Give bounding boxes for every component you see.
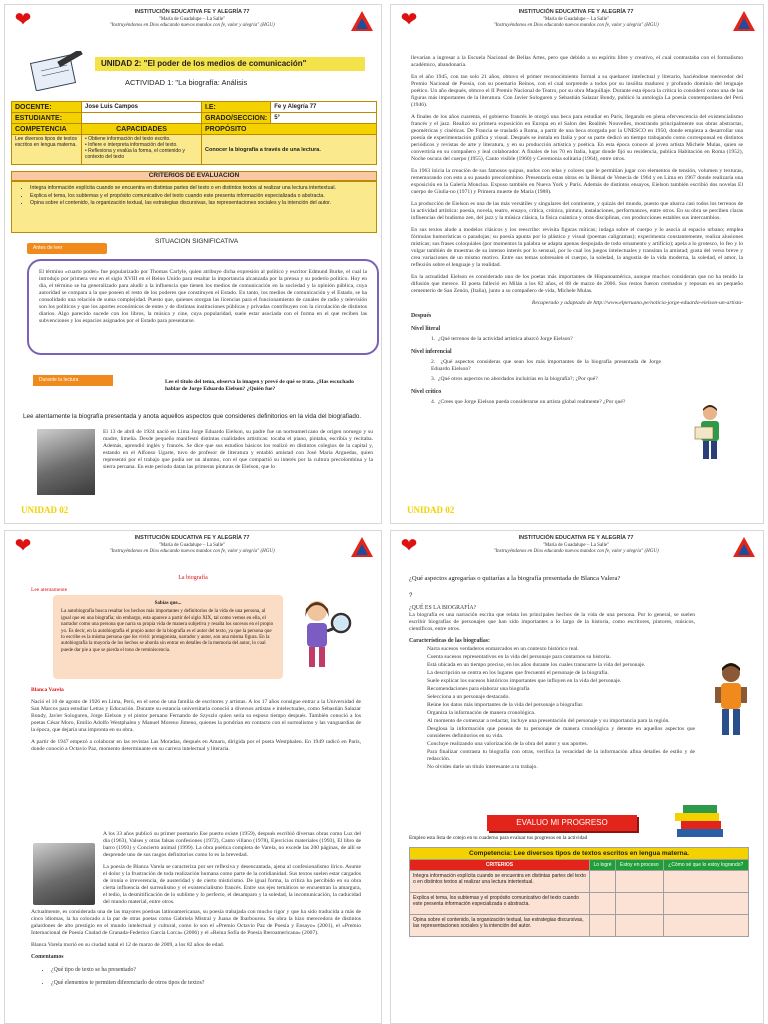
checklist-instruction: Empleo esta lista de cotejo en tu cuaderno para evaluar tus progresos en la actividad [409, 835, 588, 841]
situation-text: El término «cuarto poder» fue popularizado por Thomas Carlyle, quien atribuye dicha expresión al político y escritor Edmund Burke, el cual la introdujo por primera vez en el siglo XVIII en el Reino Unido para resaltar la importancia alcanzada por la prensa y su poderío político. Hoy en día, el término se ha generalizado para aludir a la influencia que tienen los medios de comunicación en la sociedad y la opinión pública, cuya autoridad se compara a la que poseen el resto de los poderes que constituyen el Estado. En tanto, los medios de comunicación y el Estado, se ha consolidado una relación de suma complejidad. Puesto que, quienes otorgan las licencias para el funcionamiento de canales de radio y televisión son los políticos y que los aportes económicos de entes y de distintas instituciones públicas y privadas contribuyen con la circulación de distintos diarios. Algo parecido sucede con los libros, la música y cine, cuya popularidad, suele estar asociada con el forma en el que reciben las subvenciones y los espacios asignados por el Estado para presentarse. [39, 269, 367, 324]
bio-paragraph: A partir de 1947 empezó a colaborar en las revistas Las Moradas, después en Amaru, dirigida por el poeta Westphalen. En 1949 radicó en París, donde conoció a Octavio Paz, momento determinante en su carrera intelectual y literaria. [31, 739, 361, 752]
page-header [5, 531, 381, 573]
mejorar-column-header: ¿Cómo sé que lo estoy logrando? [663, 860, 748, 871]
school-crest-icon [731, 9, 757, 35]
characteristic-item: Suele explicar los sucesos históricos importantes que influyen en la vida del personaje. [427, 678, 622, 684]
table-row [410, 893, 749, 915]
bio-paragraph: En el año 1945, con tan solo 21 años, obtuvo el primer reconocimiento formal a su quehacer intelectual y literario, haciéndose merecedor del Premio Nacional de Poesía, con su poemario Reinos, con el cual sorprende a todos por su insólita madurez y profundo dominio del lenguaje poético. Un año después, obtuvo el II Premio Nacional de Teatro, por su obra Maquillaje. Durante esta época la crítica lo consideró como una de las figuras más importantes de la literatura. Con Javier Sologuren y Sebastián Salazar Bondy, publicó la antología La poesía contemporánea del Perú (1946). [411, 74, 743, 108]
progress-banner: EVALUO MI PROGRESO [487, 815, 637, 831]
heart-logo-icon: ❤ [14, 535, 32, 557]
question-item: 4. ¿Crees que Jorge Eielson pueda considerarse un artista global realmente? ¿Por qué? [431, 399, 626, 405]
que-es-title: ¿QUÉ ES LA BIOGRAFÍA? [409, 605, 477, 611]
boy-illustration [709, 661, 753, 741]
school-crest-icon [731, 535, 757, 561]
characteristic-item: Reúne los datos más importantes de la vida del personaje a biografiar. [427, 702, 584, 708]
level-critico: Nivel crítico [411, 389, 442, 395]
checkbox-cell[interactable] [590, 871, 616, 893]
characteristic-item: Narra sucesos verdaderos enmarcados en un contexto histórico real. [427, 646, 579, 652]
level-inferencial: Nivel inferencial [411, 349, 452, 355]
document-page-2 [390, 4, 764, 524]
comment-label: Comentamos [31, 954, 64, 960]
bio-paragraph: En sus textos alude a modelos clásicos y los reescribe: revisita figuras míticas; indaga sobre el cuerpo y lo asocia al espacio urbano; emplea fórmulas humorísticas o paradojas; su poesía apunta por lo plástico y visual (poemas caligramas); experimenta constantemente, realiza alusiones místicas; sus frases coloquiales (por momentos la palabra se adapta apenas despojada de todo ornamento y artificio); apela a lo grotesco, lo feo y lo vulgar también de muestras de su intenso interés por lo sensual, por lo cual los juegos intelectuales y transitan la amistad; gusta del verso breve y crea variaciones de un mismo motivo. Entre sus temas sobresalen el cuerpo, la soledad, la angustia de la vida moderna, la soledad, el amor, la reflexión sobre el lenguaje y la realidad. [411, 227, 743, 268]
ie-label: I.E: [202, 102, 271, 113]
bio-paragraph: Nació el 10 de agosto de 1926 en Lima, Perú, en el seno de una familia de escritores y artistas. A los 17 años consigue entrar a la Universidad de San Marcos para estudiar Letras y Educación. Durante su estancia universitaria conoció a diversos artistas e intelectuales, como Sebastián Salazar Bondy, Javier Sologuren, Jorge Eielson y el pintor peruano Fernando de Szyszlo quien sería su esposo tiempo después. También conoció a los poetas César Moro, Emilio Adolfo Westphalen y Manuel Moreno Jimeno, quienes la pondrían en contacto con el surrealismo y las vanguardias de la época, que dejaría una impronta en su obra. [31, 699, 361, 733]
blanca-bio-part3 [31, 909, 361, 987]
question-mark: ? [409, 593, 413, 599]
checkbox-cell[interactable] [616, 871, 664, 893]
document-page-1 [4, 4, 382, 524]
reading-instruction: Lee atentamente la biografía presentada y anota aquellos aspectos que consideres definitorios en la vida del biografiado. [23, 413, 362, 420]
question-item: 2. ¿Qué aspectos consideras que sean los más importantes de la biografía presentada de Jorge Eduardo Eielson? [431, 359, 661, 372]
bio-paragraph: A los 33 años publicó su primer poemario Ese puerto existe (1959), después escribió diversas obras como Luz del día (1963), Valses y otras falsas confesiones (1972), Canto villano (1978), Ejercicios materiales (1993), El libro de barro (1993) y Concierto animal (1999). La obra poética completa de Varela, no excede las 200 páginas, de allí se desprende uno de sus rasgos definitorios como lo es la brevedad. [103, 831, 361, 858]
docente-label: DOCENTE: [12, 102, 82, 113]
criteria-item: • Opina sobre el contenido, la organización textual, las estrategias discursivas, las representaciones sociales y la intención del autor. [30, 200, 368, 207]
capacidad-item: • Infiere e interpreta información del texto. [85, 142, 178, 148]
level-literal: Nivel literal [411, 326, 441, 332]
proposito-text: Conocer la biografía a través de una lectura. [202, 135, 377, 165]
question-item: 3. ¿Qué otros aspectos no abordados incluirías en la biografía?; ¿Por qué? [431, 376, 598, 382]
checkbox-cell[interactable] [663, 893, 748, 915]
bio-paragraph: Actualmente, es considerada una de las mayores poetisas latinoamericanas, su poesía trabajada con mucho rigor y que ha sido traducida a más de cinco idiomas, la ha colocado a la par de otras poetas como Gabriela Mistral y Juana de Ibarbourou. Su obra la hizo merecedora de distintos galardones de alto prestigio en el mundo intelectual y cultural, como lo son el «Premio Octavio Paz de Poesía y Ensayo» (2001), el «Premio Internacional de Poesía Ciudad de Granada-Federico García Lorca» (2006) y el «Reina Sofía de Poesía Iberoamericana» (2007). [31, 909, 361, 936]
checkbox-cell[interactable] [590, 915, 616, 937]
blanca-varela-photo [33, 843, 95, 905]
criteria-item: • Integra información explícita cuando se encuentra en distintas partes del texto o en distintos textos al realizar una lectura intertextual. [30, 185, 368, 192]
school-header-text: INSTITUCIÓN EDUCATIVA FE Y ALEGRÍA 77 "María de Guadalupe – La Salle" "Instruyéndonos en Dios educando nuevos mundos con fe, valor y alegría" (HGU) [109, 535, 275, 554]
reflection-question: ¿Qué aspectos agregarías o quitarías a la biografía presentada de Blanca Valera? [409, 575, 621, 582]
heart-logo-icon: ❤ [400, 9, 418, 31]
criteria-list [11, 181, 377, 233]
lee-label: Lee atentamente [31, 587, 68, 593]
despues-label: Después [411, 313, 432, 319]
student-reading-illustration [691, 403, 729, 463]
blanca-bio-part2 [103, 831, 361, 911]
logre-column-header: Lo logré [590, 860, 616, 871]
characteristics-list [409, 646, 695, 771]
checkbox-cell[interactable] [590, 893, 616, 915]
bio-paragraph: A finales de los años cuarenta, el gobierno francés le otorgó una beca para estudiar en París, llegando en plena efervescencia del existencialismo francés y el jazz. Realizó su primera exposición en Europa en el Salon des Realités Nouvelles, mostrando principalmente sus obras abstractas, geométricas y cinéticas. De Francia se trasladó a Roma, a partir de una beca otorgada por la UNESCO en 1950, donde empieza a desarrollar una poesía de experimentación gráfica y visual. Después se instala en Italia y por su parte dedicó un tiempo trabajando como corresponsal en distintos periódicos y revistas de arte y literatura, y en su producción artística y poética. En esta época conoce al joven artista Michele Mulas, quien se convertiría en su compañero y leal colaborador. A finales de los 70 en Italia, lugar donde fijó su residencia, publica Habitación en Roma (1952), Noche oscura del cuerpo (1955), Canto visible (1960) y Ceremonia solitaria (1964), entre otros. [411, 114, 743, 162]
heart-logo-icon: ❤ [14, 9, 32, 31]
unit-title: UNIDAD 2: "El poder de los medios de comunicación" [95, 57, 365, 71]
characteristic-item: Concluye realizando una valorización de la obra del autor y sus aportes. [427, 741, 588, 747]
books-stack-icon [671, 801, 731, 841]
capacidades-list [82, 135, 202, 165]
grado-value[interactable]: 5° [271, 113, 377, 124]
capacidades-header: CAPACIDADES [82, 124, 202, 135]
table-row [410, 871, 749, 893]
page-header [391, 531, 763, 573]
activity-title: ACTIVIDAD 1: "La biografía: Análisis [125, 78, 248, 87]
criteria-cell: Opina sobre el contenido, la organización textual, las estrategias discursivas, las representaciones sociales y la intención del autor. [410, 915, 590, 937]
criteria-cell: Explica el tema, los subtemas y el propósito comunicativo del texto cuando este presenta información especializada o abstracta. [410, 893, 590, 915]
school-header-text: INSTITUCIÓN EDUCATIVA FE Y ALEGRÍA 77 "María de Guadalupe – La Salle" "Instruyéndonos en Dios educando nuevos mundos con fe, valor y alegría" (HGU) [109, 9, 275, 28]
footer-unit: UNIDAD 02 [21, 505, 69, 515]
ie-value[interactable]: Fe y Alegría 77 [271, 102, 377, 113]
biography-definition [409, 605, 695, 772]
page-header [5, 5, 381, 47]
situation-box [27, 259, 379, 355]
grado-label: GRADO/SECCION: [202, 113, 271, 124]
bio-paragraph: En la actualidad Eielson es considerado uno de los poetas más importantes de Hispanoamérica, aunque muchos consideran que no ha tenido la difusión que merece. El poeta falleció en Milán a los 82 años, el 08 de marzo de 2006. Sus restos fueron cremados y reposan en un pequeño cementerio de San Zenón, (Italia), junto a su compañero de vida, Michele Mulas. [411, 274, 743, 294]
characteristic-item: Selecciona a un personaje destacado. [427, 694, 510, 700]
sabias-title: Sabías que... [154, 601, 182, 606]
checkbox-cell[interactable] [616, 893, 664, 915]
characteristic-item: Para finalizar contrasta tu biografía con otras, verifica la veracidad de la información afina detalles de estilo y de redacción. [427, 749, 695, 762]
bio-paragraph: llevarían a ingresar a la Escuela Nacional de Bellas Artes, pero que debido a su espíritu libre y creativo, el cual contrastaba con el formalismo académico, abandonaría. [411, 55, 743, 68]
heart-logo-icon: ❤ [400, 535, 418, 557]
school-crest-icon [349, 9, 375, 35]
sabias-que-box [53, 595, 283, 679]
girl-magnifier-illustration [295, 595, 355, 675]
capacidad-item: • Obtiene información del texto escrito. [85, 136, 171, 142]
biography-text: El 13 de abril de 1924 nació en Lima Jorge Eduardo Eielson, su padre fue un norteamericano de origen noruego y su madre, limeña. Desde pequeño manifestó distintas cualidades artísticas: tocaba el piano, pintaba, escribía y recitaba. Además, aprendió inglés y francés. Se dice que sus estudios básicos los realizó en distintos colegios de la capital y, estando en el Alfonso Ugarte, tuvo de profesor de literatura y entabló amistad con José María Arguedas, quien representó por el trabajo que podía ser un alumno, con el que compartió su interés por la cultura precolombina y la sierra peruana. En este periodo datan las primeras pinturas de Eielson, que lo [103, 429, 373, 470]
question-item: 1. ¿Qué terrenos de la actividad artística abarcó Jorge Eielson? [431, 336, 573, 342]
characteristic-item: Organiza la información de manera cronológica. [427, 710, 536, 716]
progress-checklist-table [409, 847, 749, 937]
bio-paragraph: La poesía de Blanca Varela se caracteriza por ser reflexiva y desencantada, ajena al confesionalismo lírico. Asume el dolor y la frustración de toda realización humana como parte de la cotidianidad. Sus textos suelen estar cargados de ironía e irreverencia, de austeridad y de cierto misticismo. De igual forma, la crítica ha percibido en su obra cierta influencia del surrealismo y el existencialismo francés. Entre sus ejes temáticos se encuentran la amargura, el tedio, la desmitificación de lo sublime y lo perfecto, el desamparo y la soledad, la incomunicación, la caducidad del mundo material, entre otros. [103, 864, 361, 905]
document-page-3 [4, 530, 382, 1024]
estudiante-field[interactable] [82, 113, 202, 124]
criteria-item: • Explica el tema, los subtemas y el propósito comunicativo del texto cuando este presenta información especializada o abstracta. [30, 193, 368, 200]
checkbox-cell[interactable] [663, 915, 748, 937]
notebook-pencil-icon [27, 51, 85, 91]
characteristic-item: La descripción se centra en los lugares que frecuentó el personaje de la biografía. [427, 670, 609, 676]
biography-name: Blanca Varela [31, 687, 64, 693]
characteristic-item: Desglosa la información que poseas de tu personaje de manera cronológica y detente en aquellos aspectos que consideres definitorios en su vida. [427, 726, 695, 739]
school-header-text: INSTITUCIÓN EDUCATIVA FE Y ALEGRÍA 77 "María de Guadalupe – La Salle" "Instruyéndonos en Dios educando nuevos mundos con fe, valor y alegría" (HGU) [493, 535, 659, 554]
page-header [391, 5, 763, 47]
characteristic-item: Está ubicada en un tiempo preciso, en los años durante los cuales transcurre la vida del personaje. [427, 662, 646, 668]
checkbox-cell[interactable] [663, 871, 748, 893]
characteristic-item: Al momento de comenzar a redactar, incluye una presentación del personaje y su importancia para la región. [427, 718, 670, 724]
proposito-header: PROPÓSITO [202, 124, 377, 135]
school-crest-icon [349, 535, 375, 561]
footer-unit: UNIDAD 02 [407, 505, 455, 515]
comment-section [31, 954, 361, 987]
comment-question: • ¿Qué elementos te permiten diferenciarlo de otros tipos de textos? [51, 980, 361, 987]
bio-paragraph: La producción de Eielson es una de las más versátiles y singulares del continente, y quizás del mundo, puesto que abarca casi todos los terrenos de la actividad artística: poesía, novela, teatro, ensayo, crítica, crónica, pintura, instalaciones, performances, entre otros. En su obra se perciben claras influencias del budismo zen, del jazz y la música clásica, la física cuántica y otras disciplinas, con producciones estables sus intercambios. [411, 201, 743, 221]
blanca-bio-part1 [31, 699, 361, 758]
situation-title: SITUACION SIGNIFICATIVA [155, 238, 239, 245]
durante-note: Lee el título del tema, observa la imagen y prevé de qué se trata. ¿Has escuchado hablar de Jorge Eduardo Eielson? ¿Quién fue? [165, 379, 354, 392]
criteria-column-header: CRITERIOS [410, 860, 590, 871]
competence-header: Competencia: Lee diversos tipos de textos escritos en lengua materna. [410, 848, 749, 860]
checkbox-cell[interactable] [616, 915, 664, 937]
proceso-column-header: Estoy en proceso [616, 860, 664, 871]
competencia-text: Lee diversos tipos de textos escritos en lengua materna. [12, 135, 82, 165]
school-header-text: INSTITUCIÓN EDUCATIVA FE Y ALEGRÍA 77 "María de Guadalupe – La Salle" "Instruyéndonos en Dios educando nuevos mundos con fe, valor y alegría" (HGU) [493, 9, 659, 28]
bio-paragraph: Blanca Varela murió en su ciudad natal el 12 de marzo de 2009, a los 82 años de edad. [31, 942, 225, 948]
characteristic-item: Cuenta sucesos representativos en la vida del personaje para contarnos su historia. [427, 654, 611, 660]
estudiante-label: ESTUDIANTE: [12, 113, 82, 124]
docente-value[interactable]: Jose Luis Campos [82, 102, 202, 113]
biography-continued [411, 55, 743, 409]
eielson-photo [37, 429, 95, 495]
info-table [11, 101, 377, 165]
characteristics-title: Características de las biografías: [409, 638, 490, 644]
sabias-text: La autobiografía busca resaltar los hechos más importantes y definitorios de la vida de una persona, al igual que en una biografía; sin embargo, esta aparece a partir del siglo XIX, tal como vemos en ella, el narrador como una persona que narra su propia vida de manera subjetiva y resalta los sucesos en el propio yo. Es decir, en la autobiografía el propio autor de la biografía es el autor del texto, ya que la persona que lo escribe es la misma persona que los vivió: protagonista, narrador y autor, son una misma figura. En la autobiografía la mayoría de los hechos se aborda sin entrar en detalles de la memoria del autor, lo cual puede dar pie a que se pierda el tono de reminiscencia. [61, 609, 274, 653]
durante-lectura-tab: Durante la lectura [33, 375, 113, 386]
criteria-title: CRITERIOS DE EVALUACION [11, 171, 377, 181]
definition-text: La biografía es una narración escrita que relata los principales hechos de la vida de una persona. Por lo general, se suelen escribir biografías de personajes que han sido importantes a lo largo de la historia, como escritores, pintores, músicos, científicos, entre otros. [409, 612, 695, 632]
antes-de-leer-tab: Antes de leer [27, 243, 107, 254]
bio-paragraph: En 1963 inicia la creación de sus famosos quipus, nudos con telas y colores que le permitían jugar con elementos de tensión, volumen y texturas, rememorando con esto a su pasado precolombino. Presentaría estas obras en la Bienal de Venecia de 1964 y en Lima en 1967 donde realizaría una exposición en la Galería Moncloa. Expuso también en Nueva York y París. Además de distintos ensayos, Eielson también escribió dos novelas El cuerpo de Giulia-no (1971) y Primera muerte de María (1988). [411, 168, 743, 195]
characteristic-item: Recomendaciones para elaborar una biografía [427, 686, 530, 692]
characteristic-item: No olvides darle un título interesante a tu trabajo. [427, 764, 538, 770]
source-link[interactable]: Recuperado y adaptado de http://www.elperuano.pe/noticia-jorge-eduardo-eielson-un-artista- [531, 300, 743, 306]
section-title: La biografía [178, 575, 208, 581]
competencia-header: COMPETENCIA [12, 124, 82, 135]
document-page-4 [390, 530, 764, 1024]
capacidad-item: • Reflexiona y evalúa la forma, el contenido y contexto del texto [85, 148, 185, 160]
criteria-cell: Integra información explícita cuando se encuentra en distintas partes del texto o en distintos textos al realizar una lectura intertextual. [410, 871, 590, 893]
table-row [410, 915, 749, 937]
comment-question: • ¿Qué tipo de texto se ha presentado? [51, 967, 361, 974]
